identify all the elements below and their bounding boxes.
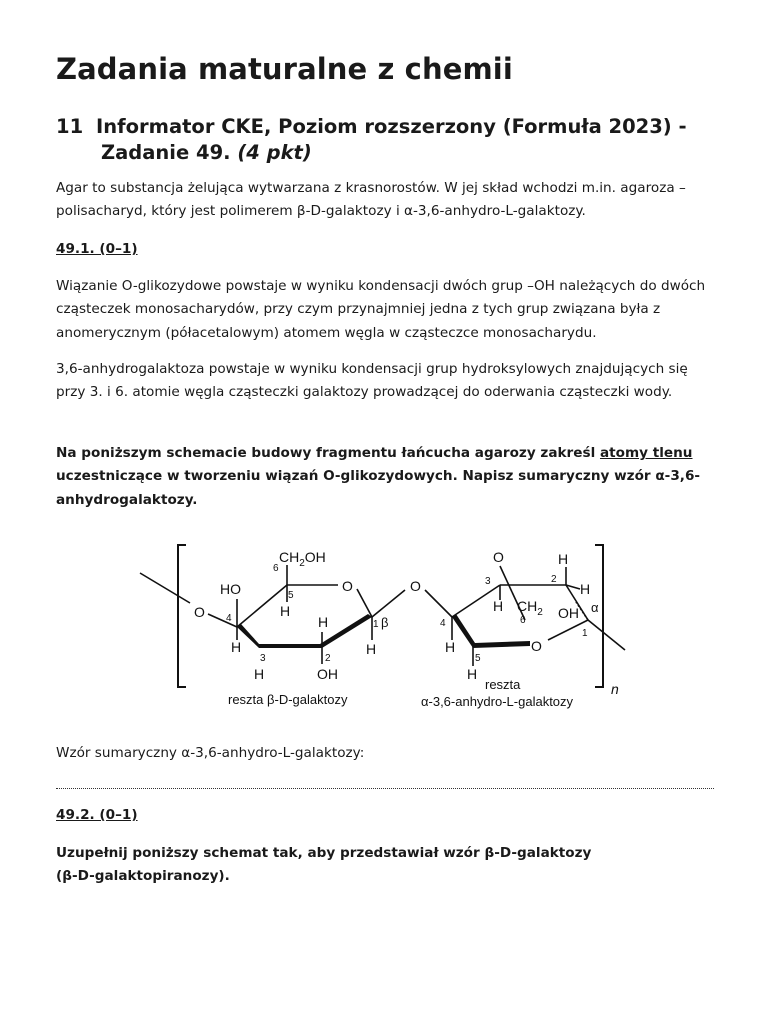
svg-text:4: 4 bbox=[226, 613, 232, 624]
svg-text:2: 2 bbox=[325, 653, 331, 664]
svg-text:2: 2 bbox=[551, 574, 557, 585]
agarose-structure-diagram bbox=[0, 535, 768, 715]
left-caption: reszta β-D-galaktozy bbox=[228, 692, 348, 707]
svg-text:OH: OH bbox=[317, 666, 338, 682]
svg-text:H: H bbox=[366, 641, 377, 657]
svg-text:6: 6 bbox=[273, 563, 279, 574]
right-caption-2: α-3,6-anhydro-L-galaktozy bbox=[421, 694, 574, 709]
svg-text:H: H bbox=[558, 551, 569, 567]
svg-text:H: H bbox=[254, 666, 265, 682]
polymer-n: n bbox=[611, 681, 619, 697]
svg-text:H: H bbox=[467, 666, 478, 682]
svg-text:HO: HO bbox=[220, 581, 241, 597]
svg-text:H: H bbox=[280, 603, 291, 619]
svg-text:β: β bbox=[381, 615, 389, 630]
svg-text:O: O bbox=[493, 549, 504, 565]
svg-text:H: H bbox=[231, 639, 242, 655]
answer-line[interactable] bbox=[56, 788, 714, 789]
svg-text:O: O bbox=[342, 578, 353, 594]
section-2-label: 49.2. (0–1) bbox=[56, 807, 138, 823]
intro-paragraph: Agar to substancja żelująca wytwarzana z krasnorostów. W jej skład wchodzi m.in. agaroza – polisacharyd, który jest polimerem β-D-galaktozy i α-3,6-anhydro-L-galaktozy. bbox=[56, 180, 686, 220]
svg-text:H: H bbox=[445, 639, 456, 655]
section-1-paragraph-1: Wiązanie O-glikozydowe powstaje w wyniku kondensacji dwóch grup –OH należących do dwóch cząsteczek monosacharydów, przy czym przynajmniej jedna z tych grup związana była z anomerycznym (półacetalowym) atomem węgla w cząsteczce monosacharydu. bbox=[56, 278, 706, 341]
anhydro-bold-edge bbox=[452, 614, 530, 648]
galactose-labels bbox=[194, 549, 421, 682]
svg-text:4: 4 bbox=[440, 618, 446, 629]
svg-text:H: H bbox=[493, 598, 504, 614]
svg-text:3: 3 bbox=[485, 576, 491, 587]
svg-text:1: 1 bbox=[373, 619, 379, 630]
task-heading-line1: Informator CKE, Poziom rozszerzony (Formuła 2023) - bbox=[96, 115, 687, 138]
svg-text:CH2OH: $CH_2OH$ bbox=[279, 549, 326, 569]
anhydrogalactose-labels bbox=[440, 549, 599, 682]
svg-text:OH: OH bbox=[558, 605, 579, 621]
svg-text:O: O bbox=[410, 578, 421, 594]
right-bracket bbox=[595, 545, 603, 687]
svg-text:3: 3 bbox=[260, 653, 266, 664]
section-1-instruction: Na poniższym schemacie budowy fragmentu łańcucha agarozy zakreśl atomy tlenu uczestniczące w tworzeniu wiązań O-glikozydowych. Napisz sumaryczny wzór α-3,6-anhydrogalaktozy. bbox=[56, 445, 701, 508]
svg-text:1: 1 bbox=[582, 628, 588, 639]
svg-text:6: 6 bbox=[520, 615, 526, 626]
svg-text:O: O bbox=[531, 638, 542, 654]
svg-text:CH2: $CH_2$ bbox=[517, 598, 543, 618]
svg-text:O: O bbox=[194, 604, 205, 620]
svg-text:5: 5 bbox=[288, 590, 294, 601]
galactose-bold-edge bbox=[237, 614, 372, 648]
page-title: Zadania maturalne z chemii bbox=[56, 52, 513, 86]
task-number: 11 bbox=[56, 115, 84, 138]
left-bracket bbox=[178, 545, 186, 687]
right-caption-1: reszta bbox=[485, 677, 521, 692]
svg-text:5: 5 bbox=[475, 653, 481, 664]
task-heading-line2: Zadanie 49. (4 pkt) bbox=[101, 141, 312, 164]
answer-label: Wzór sumaryczny α-3,6-anhydro-L-galaktozy: bbox=[56, 745, 365, 761]
svg-text:H: H bbox=[580, 581, 591, 597]
svg-text:H: H bbox=[318, 614, 329, 630]
task-points: (4 pkt) bbox=[237, 141, 312, 164]
section-1-paragraph-2: 3,6-anhydrogalaktoza powstaje w wyniku kondensacji grup hydroksylowych znajdujących się przy 3. i 6. atomie węgla cząsteczki galaktozy prowadzącej do oderwania cząsteczki wody. bbox=[56, 361, 688, 401]
section-2-instruction: Uzupełnij poniższy schemat tak, aby przedstawiał wzór β-D-galaktozy (β-D-galaktopiranozy). bbox=[56, 845, 592, 885]
section-1-label: 49.1. (0–1) bbox=[56, 241, 138, 257]
svg-text:α: α bbox=[591, 600, 599, 615]
